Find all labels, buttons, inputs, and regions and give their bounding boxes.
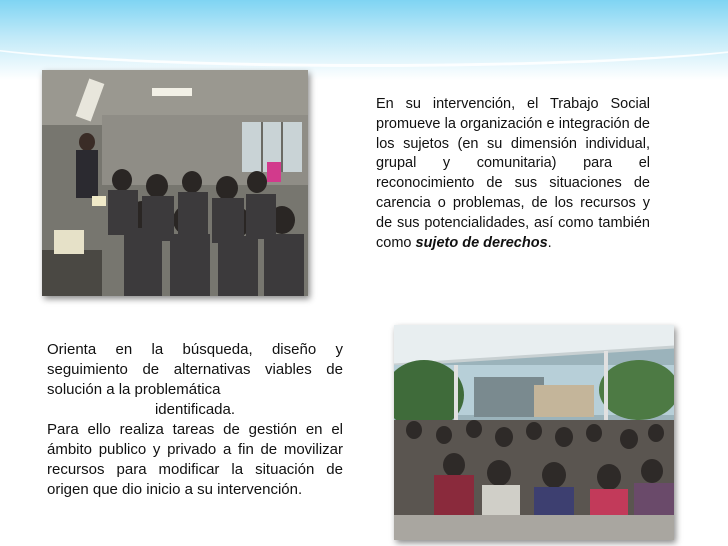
orientation-line-2: identificada. [154, 401, 236, 418]
intro-end: . [547, 234, 552, 251]
orientation-paragraph [47, 340, 343, 500]
intro-paragraph [376, 95, 650, 253]
header-decoration [0, 0, 728, 80]
outdoor-meeting-image [394, 325, 674, 540]
photo-indoor-meeting [42, 70, 308, 296]
orientation-line-1: Orienta en la búsqueda, diseño y seguimiento de alternativas viables de solución a la problemática [47, 341, 343, 398]
indoor-meeting-image [42, 70, 308, 296]
photo-outdoor-meeting [394, 325, 674, 540]
orientation-line-3: Para ello realiza tareas de gestión en el ámbito publico y privado a fin de movilizar recursos para modificar la situación de origen que dio inicio a su intervención. [47, 421, 343, 498]
intro-text: En su intervención, el Trabajo Social promueve la organización e integración de los sujetos (en su dimensión individual, grupal y comunitaria) para el reconocimiento de sus situaciones de carencia o problemas, de los recursos y de sus potencialidades, así como también como [376, 96, 650, 251]
header-wave-line [0, 4, 728, 67]
emphasis-text: sujeto de derechos [415, 234, 548, 251]
